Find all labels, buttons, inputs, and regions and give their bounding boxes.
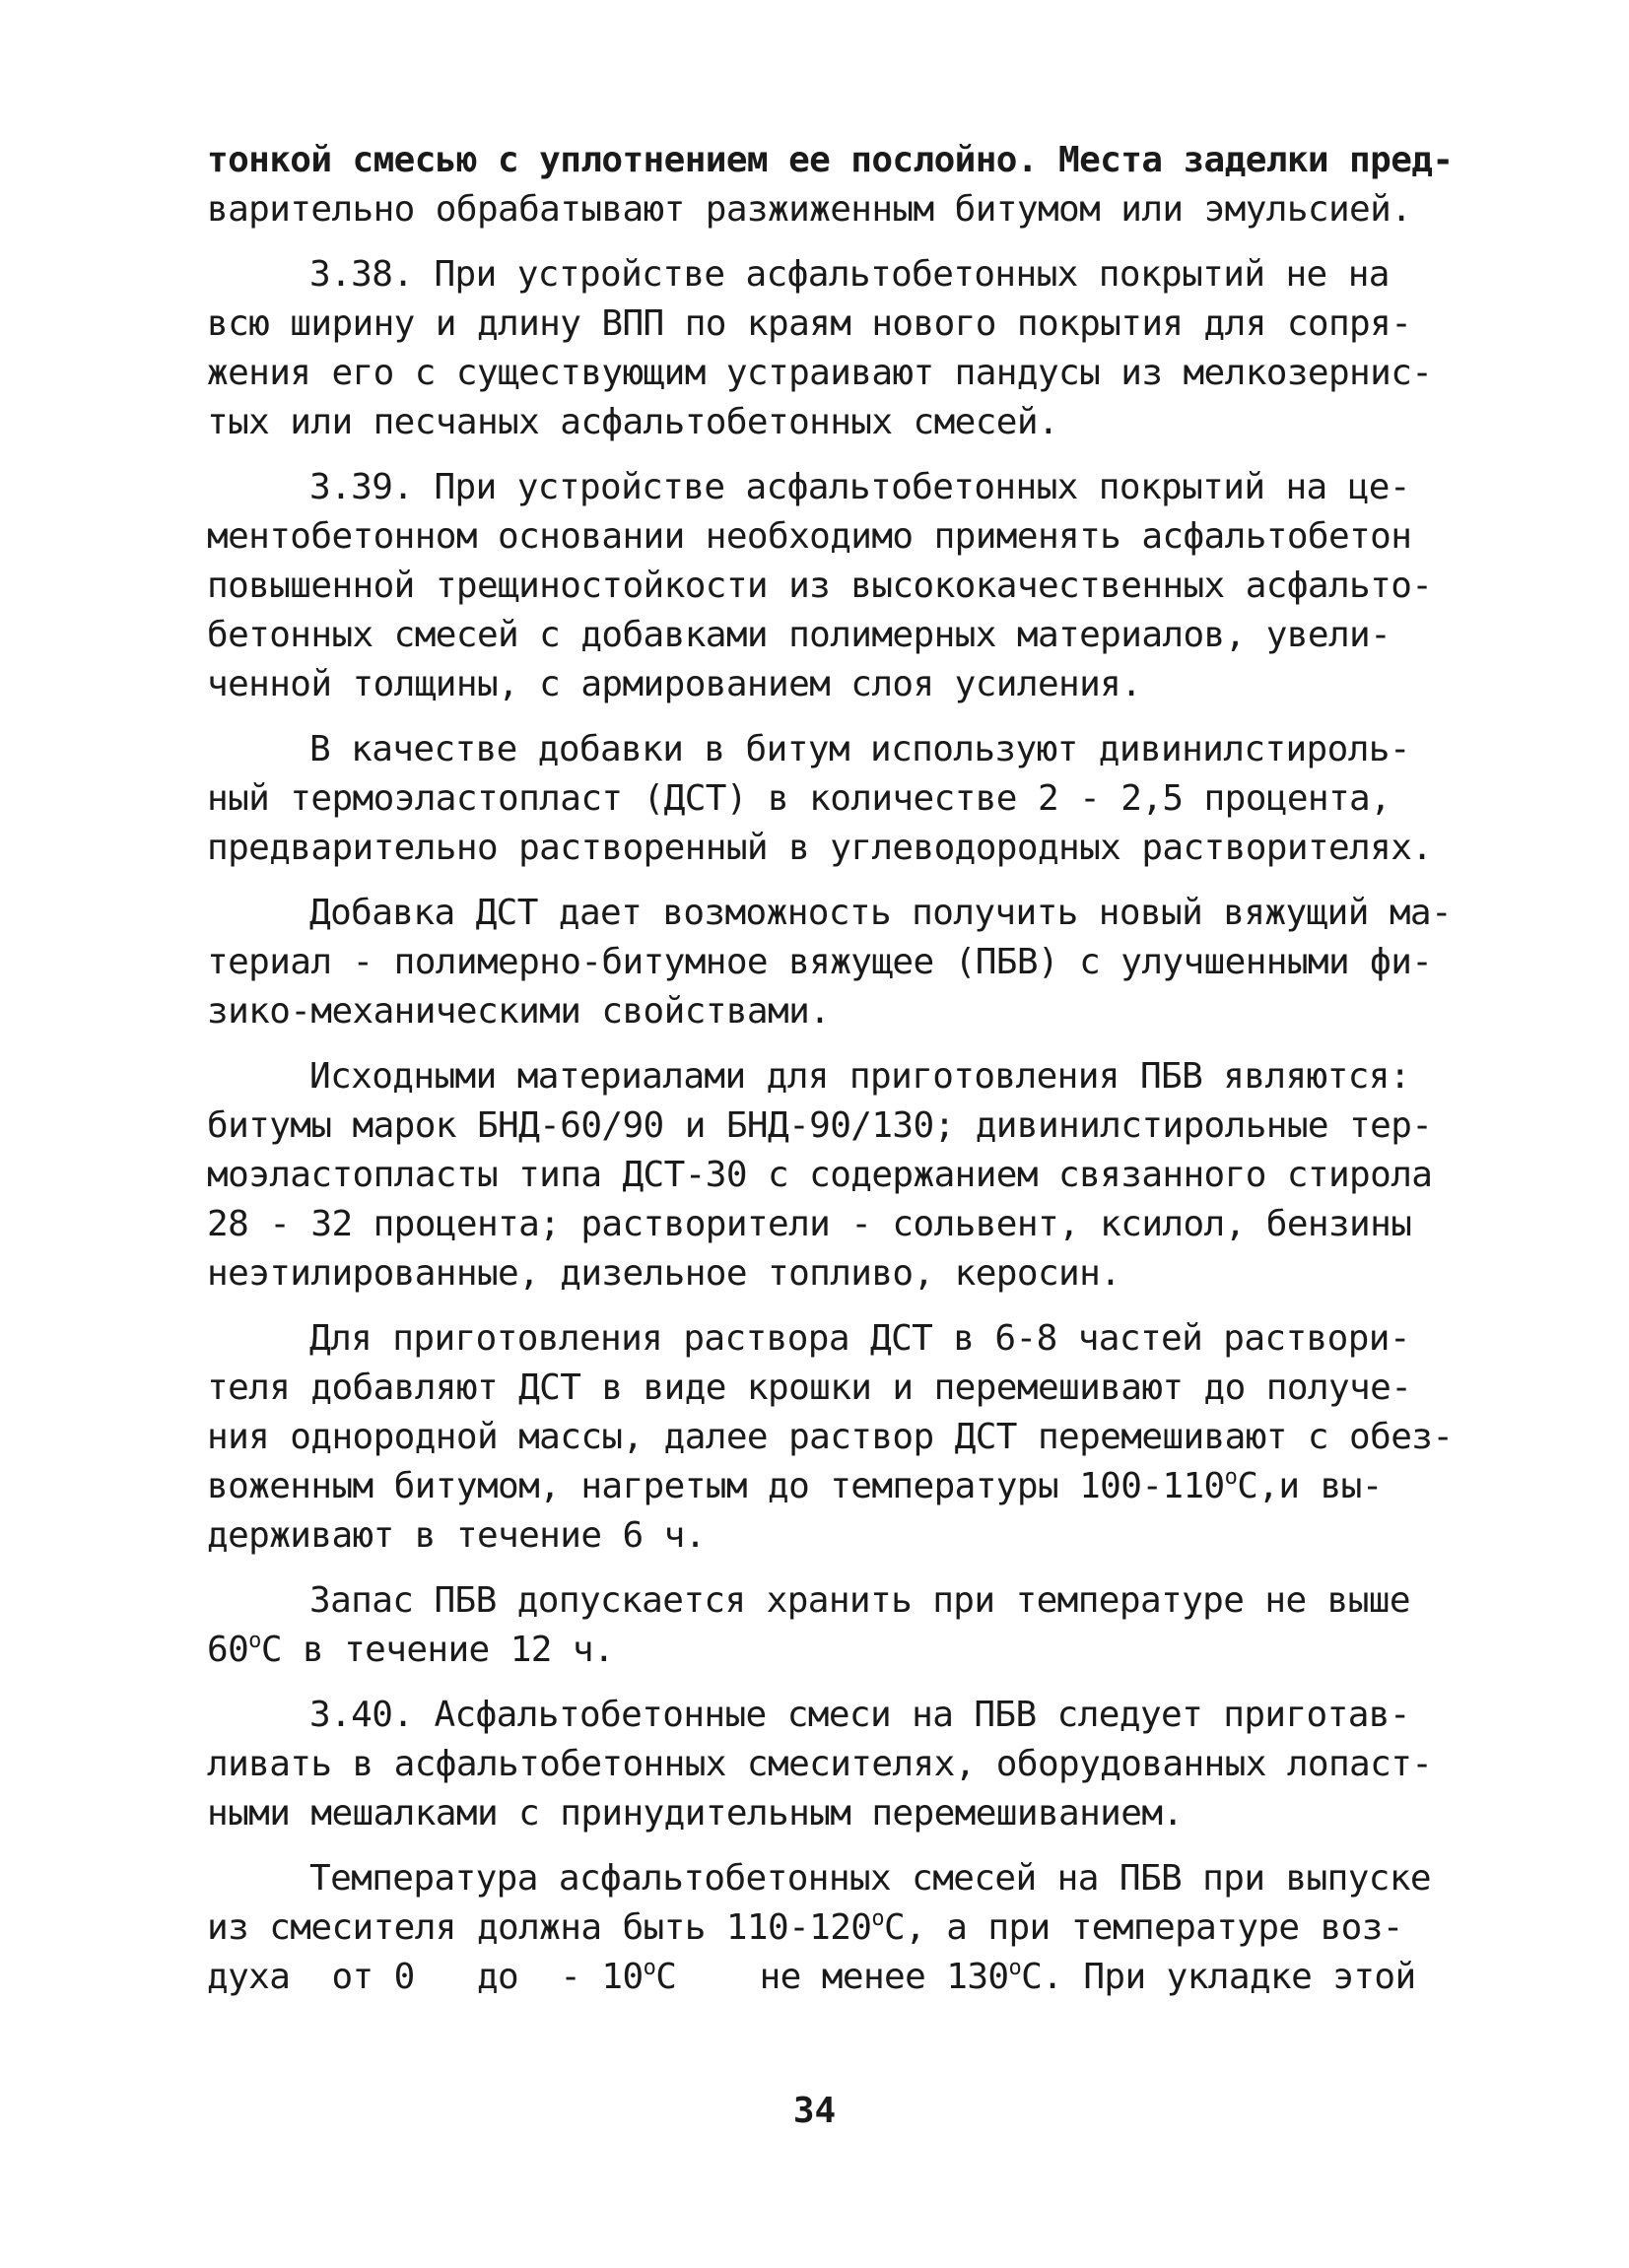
text-line: неэтилированные, дизельное топливо, керосин. (207, 1253, 1121, 1294)
paragraph-dst-additive (207, 889, 1453, 1036)
text-line: бетонных смесей с добавками полимерных материалов, увели- (207, 615, 1391, 655)
text-fragment: 60 (207, 1630, 249, 1670)
text-fragment: C в течение 12 ч. (260, 1630, 615, 1670)
text-line: 3.38. При устройстве асфальтобетонных покрытий не на (309, 254, 1390, 295)
text-line: 28 - 32 процента; растворители - сольвент, ксилол, бензины (207, 1204, 1412, 1244)
paragraph-temperature (207, 1854, 1435, 2002)
text-line: битумы марок БНД-60/90 и БНД-90/130; дивинилстирольные тер- (207, 1105, 1433, 1146)
text-line: ными мешалками с принудительным перемешиванием. (207, 1793, 1184, 1834)
paragraph-3-39 (207, 463, 1435, 709)
text-line: теля добавляют ДСТ в виде крошки и перемешивают до получе- (207, 1367, 1412, 1408)
degree-symbol: o (643, 1956, 656, 1980)
text-line: 3.40. Асфальтобетонные смеси на ПБВ следует приготав- (309, 1695, 1410, 1735)
paragraph-additive (207, 725, 1435, 873)
text-line (207, 1626, 1435, 1675)
text-fragment: воженным битумом, нагретым до температуры 100-110 (207, 1466, 1225, 1506)
text-line (207, 1903, 1435, 1953)
text-line (207, 1953, 1435, 2002)
paragraph-solution-prep (207, 1314, 1454, 1561)
text-line: предварительно растворенный в углеводородных растворителях. (207, 828, 1433, 868)
text-line: Запас ПБВ допускается хранить при температуре не выше (309, 1580, 1410, 1621)
text-line: тых или песчаных асфальтобетонных смесей. (207, 402, 1059, 442)
text-line: В качестве добавки в битум используют дивинилстироль- (309, 729, 1410, 769)
text-fragment: C, а при температуре воз- (884, 1907, 1403, 1948)
text-line: ливать в асфальтобетонных смесителях, оборудованных лопаст- (207, 1744, 1433, 1784)
text-line: Добавка ДСТ дает возможность получить новый вяжущий ма- (309, 893, 1453, 933)
text-line: всю ширину и длину ВПП по краям нового покрытия для сопря- (207, 303, 1412, 344)
text-line: ченной толщины, с армированием слоя усиления. (207, 664, 1142, 704)
text-line: 3.39. При устройстве асфальтобетонных покрытий на це- (309, 467, 1410, 507)
paragraph-storage (207, 1576, 1435, 1675)
text-line: ный термоэластопласт (ДСТ) в количестве 2 - 2,5 процента, (207, 778, 1391, 819)
degree-symbol: o (1224, 1465, 1238, 1490)
text-line: повышенной трещиностойкости из высококачественных асфальто- (207, 566, 1433, 606)
text-line: териал - полимерно-битумное вяжущее (ПБВ) с улучшенными фи- (207, 942, 1433, 982)
text-line: тонкой смесью с уплотнением ее послойно. Места заделки пред- (207, 140, 1454, 180)
paragraph-source-materials (207, 1052, 1435, 1299)
text-line: ментобетонном основании необходимо применять асфальтобетон (207, 516, 1412, 557)
text-fragment: духа от 0 до - 10 (207, 1957, 644, 1997)
text-fragment: C. При укладке этой (1021, 1957, 1416, 1997)
degree-symbol: o (1008, 1956, 1022, 1980)
text-line: Для приготовления раствора ДСТ в 6-8 частей раствори- (309, 1318, 1410, 1359)
text-fragment: C не менее 130 (655, 1957, 1009, 1997)
text-line: жения его с существующим устраивают пандусы из мелкозернис- (207, 353, 1433, 393)
paragraph-3-38 (207, 250, 1435, 447)
text-line: Температура асфальтобетонных смесей на ПБВ при выпуске (309, 1858, 1431, 1899)
text-line: моэластопласты типа ДСТ-30 с содержанием связанного стирола (207, 1155, 1433, 1195)
page-number: 34 (792, 2091, 837, 2131)
text-fragment: C,и вы- (1237, 1466, 1383, 1506)
document-body (207, 136, 1454, 2002)
text-line: варительно обрабатывают разжиженным битумом или эмульсией. (207, 189, 1412, 230)
degree-symbol: o (871, 1906, 885, 1931)
text-line: Исходными материалами для приготовления ПБВ являются: (309, 1056, 1410, 1097)
text-line (207, 1462, 1435, 1511)
degree-symbol: o (248, 1629, 261, 1653)
text-fragment: из смесителя должна быть 110-120 (207, 1907, 872, 1948)
text-line: держивают в течение 6 ч. (207, 1515, 706, 1556)
text-line: ния однородной массы, далее раствор ДСТ перемешивают с обез- (207, 1417, 1454, 1457)
paragraph-3-40 (207, 1691, 1435, 1838)
text-line: зико-механическими свойствами. (207, 991, 831, 1032)
paragraph-1 (207, 136, 1454, 234)
